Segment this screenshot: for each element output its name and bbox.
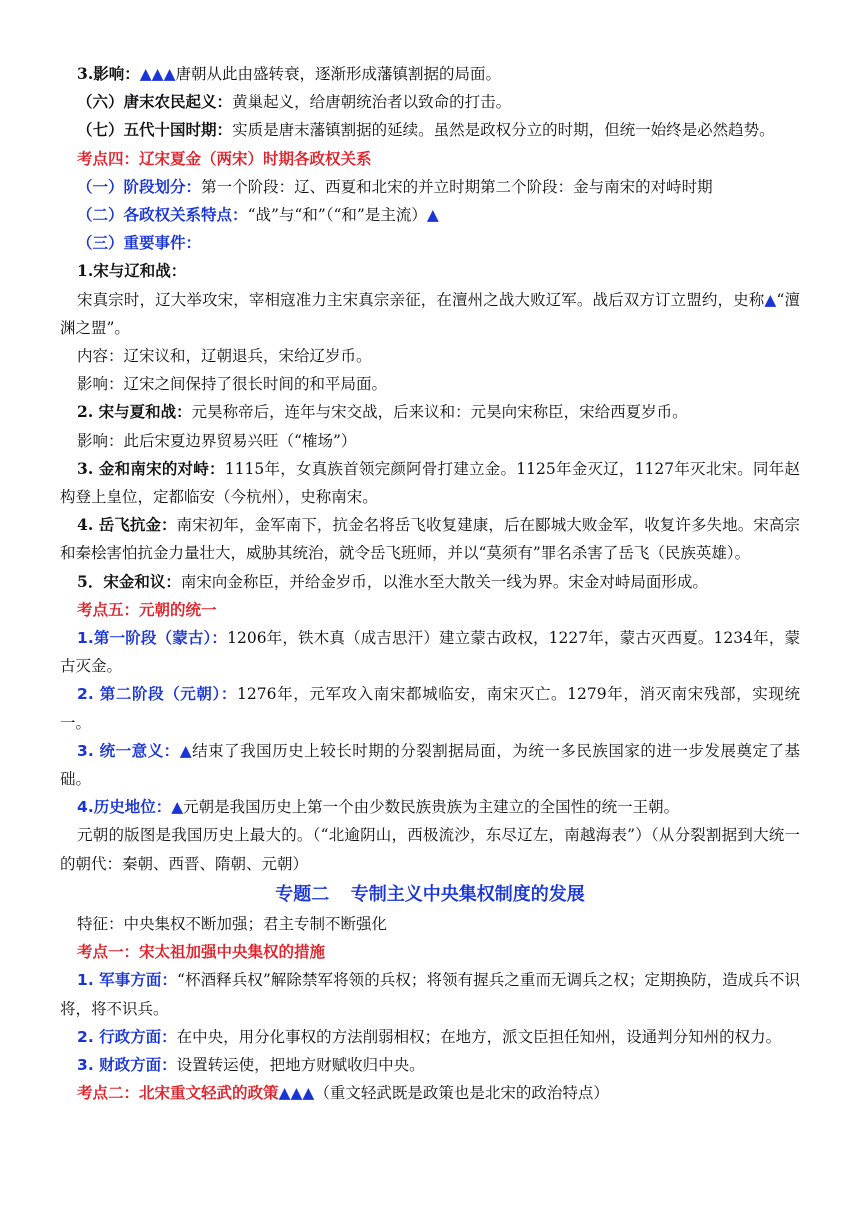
- event-song-jin-peace: 5．宋金和议：南宋向金称臣，并给金岁币，以淮水至大散关一线为界。宋金对峙局面形成。: [77, 571, 708, 591]
- document-page: [60, 60, 800, 1107]
- triangle-marker-icon: ▲▲▲: [278, 1084, 315, 1103]
- paragraph-five-dynasties: [60, 116, 800, 144]
- triangle-marker-icon: ▲: [764, 290, 777, 309]
- t2-administration: 2. 行政方面：在中央，用分化事权的方法削弱相权；在地方，派文臣担任知州，设通判分知州的权力。: [77, 1027, 782, 1046]
- paragraph-influence: [60, 60, 800, 88]
- label: （二）各政权关系特点：: [77, 206, 248, 225]
- t2-military: 1. 军事方面：“杯酒释兵权”解除禁军将领的兵权；将领有握兵之重而无调兵之权；定期换防，造成兵不识将，将不识兵。: [60, 971, 800, 1018]
- triangle-marker-icon: ▲: [171, 798, 184, 817]
- triangle-marker-icon: ▲: [426, 206, 439, 225]
- event-jin-southern-song: 3. 金和南宋的对峙：1115年，女真族首领完颜阿骨打建立金。1125年金灭辽，1127年灭北宋。同年赵构登上皇位，定都临安（今杭州），史称南宋。: [60, 458, 801, 507]
- heading-kaodian-4: 考点四：辽宋夏金（两宋）时期各政权关系: [77, 149, 372, 168]
- paragraph-peasant-uprising: [60, 88, 800, 116]
- yuan-status: 4.历史地位：▲元朝是我国历史上第一个由少数民族贵族为主建立的全国性的统一王朝。: [77, 798, 680, 817]
- text: “战”与“和”（“和”是主流）: [247, 206, 427, 225]
- yuan-significance: 3. 统一意义：▲结束了我国历史上较长时期的分裂割据局面，为统一多民族国家的进一步发展奠定了基础。: [60, 741, 800, 789]
- event-yue-fei: 4. 岳飞抗金：南宋初年，金军南下，抗金名将岳飞收复建康，后在郾城大败金军，收复许多失地。宋高宗和秦桧害怕抗金力量壮大，威胁其统治，就令岳飞班师，并以“莫须有”罪名杀害了岳飞（民族英雄）。: [60, 515, 800, 563]
- paragraph-relation-features: [60, 201, 800, 229]
- event-song-xia-effect: 影响：此后宋夏边界贸易兴旺（“榷场”）: [77, 431, 357, 450]
- heading-t2-kaodian-1: 考点一：宋太祖加强中央集权的措施: [77, 943, 326, 962]
- triangle-marker-icon: ▲▲▲: [139, 65, 176, 83]
- text: 第一个阶段：辽、西夏和北宋的并立时期第二个阶段：金与南宋的对峙时期: [201, 177, 713, 196]
- text: 唐朝从此由盛转衰，逐渐形成藩镇割据的局面。: [175, 65, 502, 83]
- heading-kaodian-5: 考点五：元朝的统一: [77, 600, 217, 619]
- event-song-xia: 2. 宋与夏和战：元昊称帝后，连年与宋交战，后来议和：元昊向宋称臣，宋给西夏岁币。: [77, 402, 688, 422]
- event-song-liao-label: 1.宋与辽和战：: [77, 261, 187, 281]
- text: 黄巢起义，给唐朝统治者以致命的打击。: [232, 93, 512, 112]
- event-song-liao-effect: 影响：辽宋之间保持了很长时间的和平局面。: [77, 375, 388, 394]
- paragraph-important-events: （三）重要事件：: [77, 234, 202, 253]
- triangle-marker-icon: ▲: [179, 741, 193, 760]
- label: （七）五代十国时期：: [77, 120, 233, 140]
- label: （一）阶段划分：: [77, 177, 202, 196]
- topic-feature: 特征：中央集权不断加强；君主专制不断强化: [77, 914, 388, 933]
- t2-finance: 3. 财政方面：设置转运使，把地方财赋收归中央。: [77, 1055, 425, 1074]
- text: 实质是唐末藩镇割据的延续。虽然是政权分立的时期，但统一始终是必然趋势。: [232, 121, 775, 140]
- label: （六）唐末农民起义：: [77, 92, 233, 112]
- yuan-stage-2: 2. 第二阶段（元朝）：1276年，元军攻入南宋都城临安，南宋灭亡。1279年，消灭南宋残部，实现统一。: [60, 685, 800, 732]
- topic-title: 专题二 专制主义中央集权制度的发展: [275, 883, 585, 905]
- heading-t2-kaodian-2: 考点二：北宋重文轻武的政策▲▲▲（重文轻武既是政策也是北宋的政治特点）: [77, 1084, 609, 1103]
- event-song-liao-text: 宋真宗时，辽大举攻宋，宰相寇准力主宋真宗亲征，在澶州之战大败辽军。战后双方订立盟约，史称▲“澶渊之盟”。: [60, 290, 800, 337]
- event-song-liao-content: 内容：辽宋议和，辽朝退兵，宋给辽岁币。: [77, 347, 372, 366]
- paragraph-stage-division: [60, 173, 800, 201]
- yuan-territory: 元朝的版图是我国历史上最大的。（“北逾阴山，西极流沙，东尽辽左，南越海表”）（从分裂割据到大统一的朝代：秦朝、西晋、隋朝、元朝）: [60, 826, 800, 873]
- label: 3.影响：: [77, 64, 140, 83]
- yuan-stage-1: 1.第一阶段（蒙古）：1206年，铁木真（成吉思汗）建立蒙古政权，1227年，蒙古灭西夏。1234年，蒙古灭金。: [60, 629, 800, 676]
